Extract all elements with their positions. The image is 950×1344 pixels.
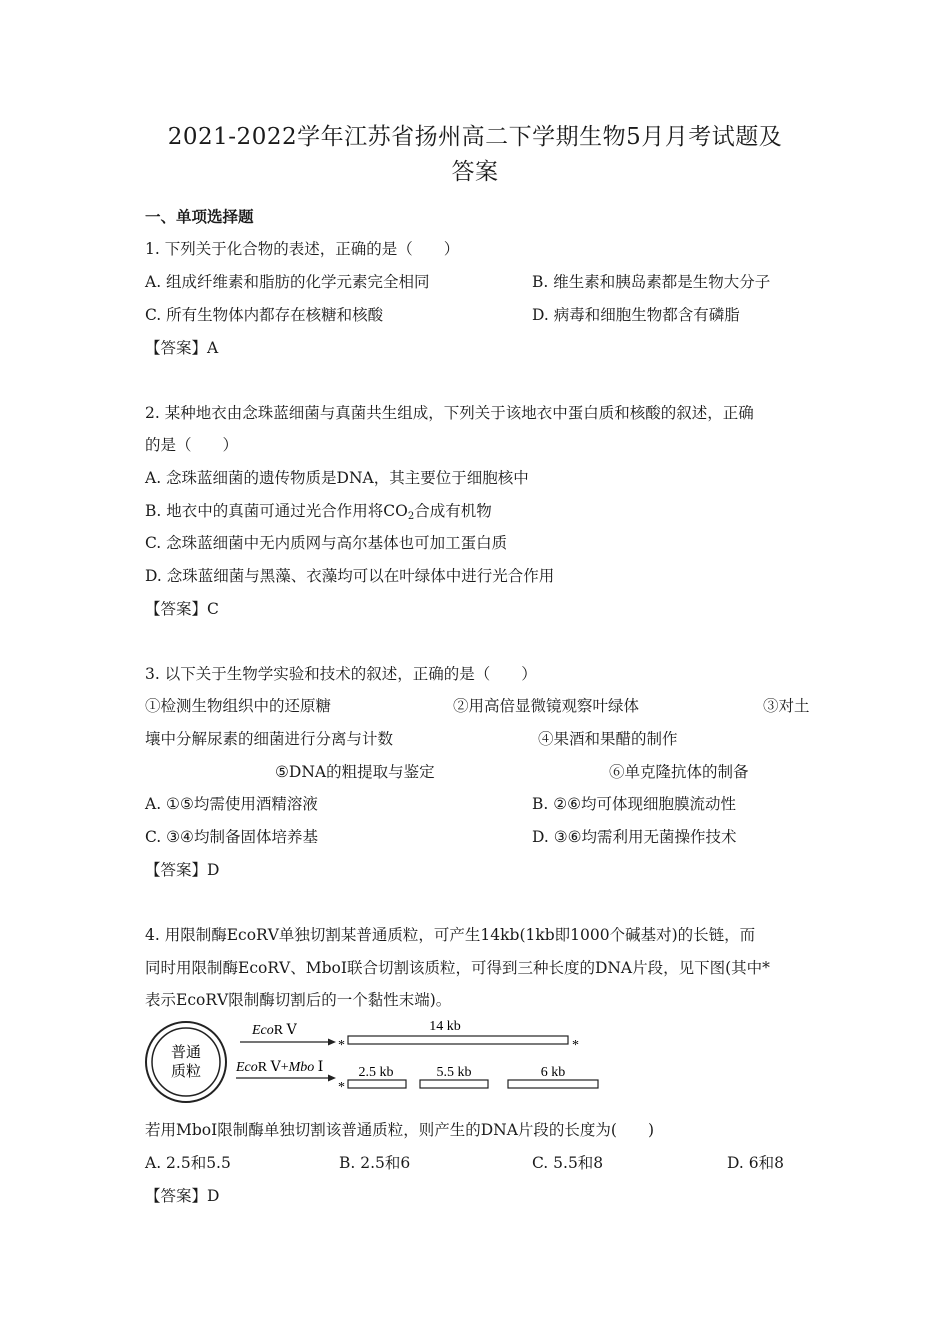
- q3-item-3-part-1: ③对土: [763, 697, 810, 715]
- arrow-ecorv-mboi-head: [328, 1075, 336, 1082]
- q4-stem-line-1: 4. 用限制酶EcoRⅤ单独切割某普通质粒，可产生14kb(1kb即1000个碱基对)的长链，而: [145, 926, 756, 944]
- sticky-end-star-left: *: [338, 1038, 345, 1053]
- q4-stem-line-3: 表示EcoRⅤ限制酶切割后的一个黏性末端)。: [145, 991, 452, 1009]
- q3-item-2: ②用高倍显微镜观察叶绿体: [453, 697, 640, 715]
- q4-stem-line-2: 同时用限制酶EcoRⅤ、MboⅠ联合切割该质粒，可得到三种长度的DNA片段，见下图(其中*: [145, 959, 770, 977]
- fragment-5-5kb-bar: [420, 1080, 488, 1088]
- fragment-6kb-label: 6 kb: [540, 1065, 566, 1080]
- plasmid-label-line-2: 质粒: [170, 1064, 202, 1080]
- q3-option-d: D. ③⑥均需利用无菌操作技术: [532, 828, 737, 846]
- q1-option-c: C. 所有生物体内都存在核糖和核酸: [145, 306, 384, 324]
- q3-stem: 3. 以下关于生物学实验和技术的叙述，正确的是（ ）: [145, 665, 537, 683]
- q1-option-b: B. 维生素和胰岛素都是生物大分子: [532, 273, 771, 291]
- plasmid-outer-ring: [146, 1022, 226, 1102]
- q2-stem-line-1: 2. 某种地衣由念珠蓝细菌与真菌共生组成，下列关于该地衣中蛋白质和核酸的叙述，正确: [145, 404, 754, 422]
- plasmid-label-line-1: 普通: [170, 1045, 202, 1061]
- fragment-2-5kb-bar: [348, 1080, 406, 1088]
- page-title-line-1: 2021-2022学年江苏省扬州高二下学期生物5月月考试题及: [167, 124, 783, 150]
- q2-option-a: A. 念珠蓝细菌的遗传物质是DNA，其主要位于细胞核中: [145, 469, 529, 487]
- q4-option-c: C. 5.5和8: [532, 1154, 604, 1172]
- q2-option-b-subscript: 2: [407, 511, 415, 522]
- sticky-end-star-right: *: [572, 1038, 579, 1053]
- q4-question: 若用MboⅠ限制酶单独切割该普通质粒，则产生的DNA片段的长度为( ): [145, 1121, 655, 1139]
- enzyme-ecorv-mboi-label: EcoR Ⅴ+Mbo Ⅰ: [236, 1060, 324, 1075]
- fragment-14kb-label: 14 kb: [429, 1019, 461, 1034]
- q3-item-6: ⑥单克隆抗体的制备: [609, 763, 749, 781]
- q2-stem-line-2: 的是（ ）: [145, 436, 239, 454]
- plasmid-inner-ring: [152, 1028, 220, 1096]
- q1-stem: 1. 下列关于化合物的表述，正确的是（ ）: [145, 240, 460, 258]
- q1-option-a: A. 组成纤维素和脂肪的化学元素完全相同: [145, 273, 430, 291]
- q4-answer: 【答案】D: [145, 1187, 220, 1205]
- fragment-5-5kb-label: 5.5 kb: [436, 1065, 472, 1080]
- q4-option-a: A. 2.5和5.5: [145, 1154, 231, 1172]
- enzyme-ecorv-label: EcoR Ⅴ: [252, 1023, 297, 1038]
- arrow-ecorv-head: [328, 1039, 336, 1046]
- fragment-2-5kb-label: 2.5 kb: [358, 1065, 394, 1080]
- q2-option-b-text-end: 合成有机物: [414, 502, 492, 520]
- sticky-end-star-bottom: *: [338, 1080, 345, 1095]
- q4-option-d: D. 6和8: [727, 1154, 784, 1172]
- q2-option-b-text: B. 地衣中的真菌可通过光合作用将CO: [145, 502, 408, 520]
- q2-option-c: C. 念珠蓝细菌中无内质网与高尔基体也可加工蛋白质: [145, 534, 508, 552]
- q3-item-5: ⑤DNA的粗提取与鉴定: [275, 763, 435, 781]
- q3-item-3-part-2: 壤中分解尿素的细菌进行分离与计数: [145, 730, 394, 748]
- q3-option-b: B. ②⑥均可体现细胞膜流动性: [532, 795, 737, 813]
- fragment-14kb-bar: [348, 1036, 568, 1044]
- plasmid-digestion-figure: [140, 1014, 600, 1114]
- q2-answer: 【答案】C: [145, 600, 219, 618]
- q2-option-b: [145, 499, 492, 522]
- q3-option-c: C. ③④均制备固体培养基: [145, 828, 318, 846]
- q4-option-b: B. 2.5和6: [339, 1154, 411, 1172]
- section-heading: 一、单项选择题: [145, 207, 254, 226]
- q1-answer: 【答案】A: [145, 339, 219, 357]
- q3-item-4: ④果酒和果醋的制作: [538, 730, 678, 748]
- page-title-line-2: 答案: [451, 159, 499, 185]
- q2-option-d: D. 念珠蓝细菌与黑藻、衣藻均可以在叶绿体中进行光合作用: [145, 567, 555, 585]
- q3-item-1: ①检测生物组织中的还原糖: [145, 697, 332, 715]
- q3-option-a: A. ①⑤均需使用酒精溶液: [145, 795, 318, 813]
- fragment-6kb-bar: [508, 1080, 598, 1088]
- q1-option-d: D. 病毒和细胞生物都含有磷脂: [532, 306, 740, 324]
- q3-answer: 【答案】D: [145, 861, 220, 879]
